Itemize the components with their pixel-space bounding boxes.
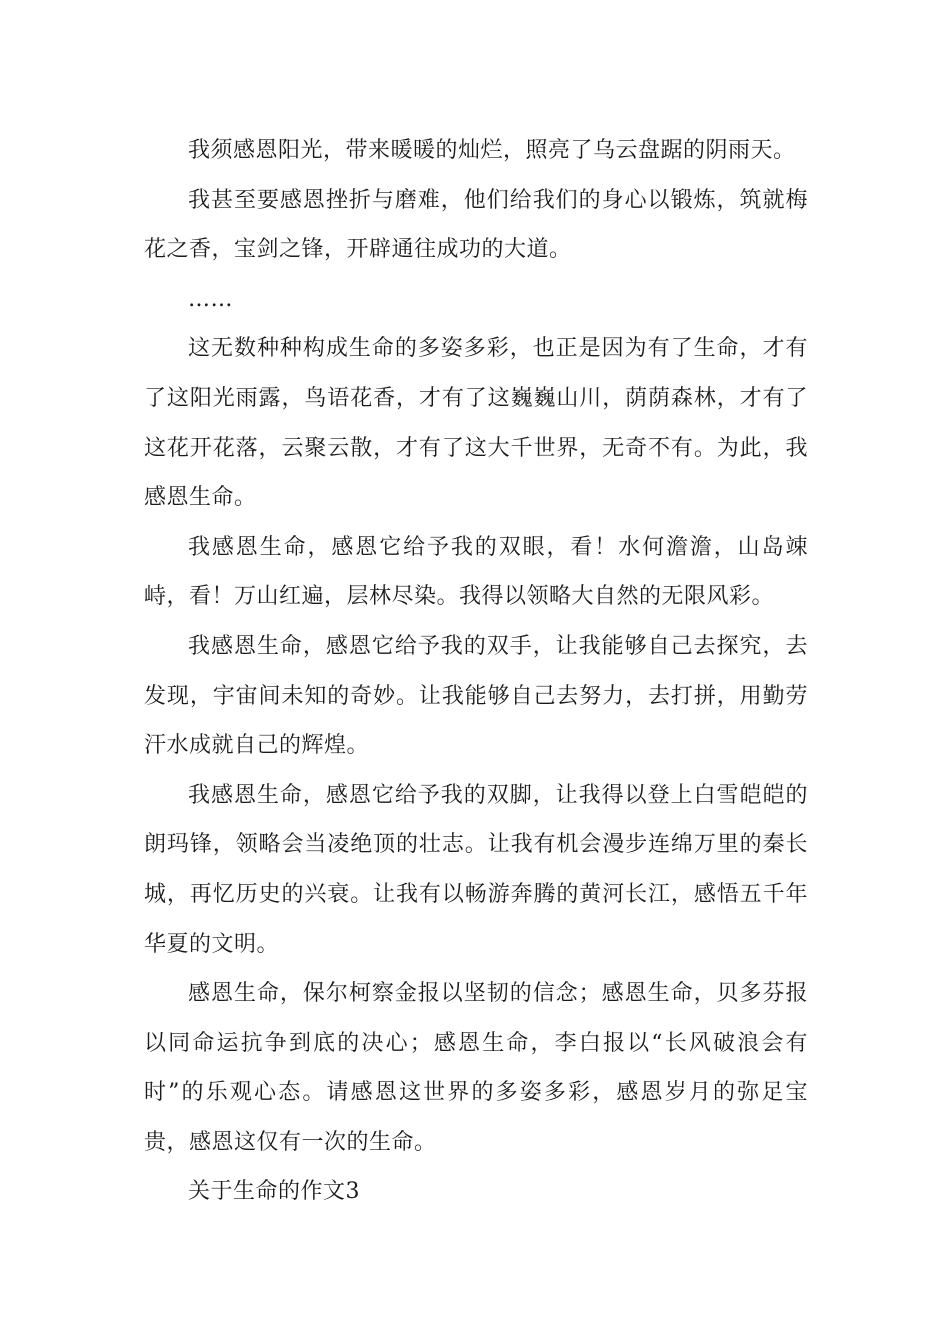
paragraph-diversity: 这无数种种构成生命的多姿多彩，也正是因为有了生命，才有了这阳光雨露，鸟语花香，才有了这巍巍山川，荫荫森林，才有了这花开花落，云聚云散，才有了这大千世界，无奇不有。为此，我感恩生命。 bbox=[144, 336, 808, 511]
paragraph-feet: 我感恩生命，感恩它给予我的双脚，让我得以登上白雪皑皑的朗玛锋，领略会当凌绝顶的壮志。让我有机会漫步连绵万里的秦长城，再忆历史的兴衰。让我有以畅游奔腾的黄河长江，感悟五千年华夏的文明。 bbox=[144, 782, 808, 957]
section-heading: 关于生命的作文3 bbox=[188, 1179, 360, 1205]
essay-body bbox=[144, 126, 808, 1217]
paragraph-conclusion: 感恩生命，保尔柯察金报以坚韧的信念；感恩生命，贝多芬报以同命运抗争到底的决心；感恩生命，李白报以“长风破浪会有时”的乐观心态。请感恩这世界的多姿多彩，感恩岁月的弥足宝贵，感恩这仅有一次的生命。 bbox=[144, 981, 808, 1155]
paragraph-sunshine: 我须感恩阳光，带来暖暖的灿烂，照亮了乌云盘踞的阴雨天。 bbox=[188, 138, 796, 163]
paragraph-eyes: 我感恩生命，感恩它给予我的双眼，看！水何澹澹，山岛竦峙，看！万山红遍，层林尽染。我得以领略大自然的无限风彩。 bbox=[144, 534, 808, 610]
paragraph-ellipsis: …… bbox=[188, 286, 233, 312]
paragraph-hands: 我感恩生命，感恩它给予我的双手，让我能够自己去探究，去发现，宇宙间未知的奇妙。让我能够自己去努力，去打拼，用勤劳汗水成就自己的辉煌。 bbox=[144, 633, 808, 759]
paragraph-hardship: 我甚至要感恩挫折与磨难，他们给我们的身心以锻炼，筑就梅花之香，宝剑之锋，开辟通往成功的大道。 bbox=[144, 187, 808, 263]
